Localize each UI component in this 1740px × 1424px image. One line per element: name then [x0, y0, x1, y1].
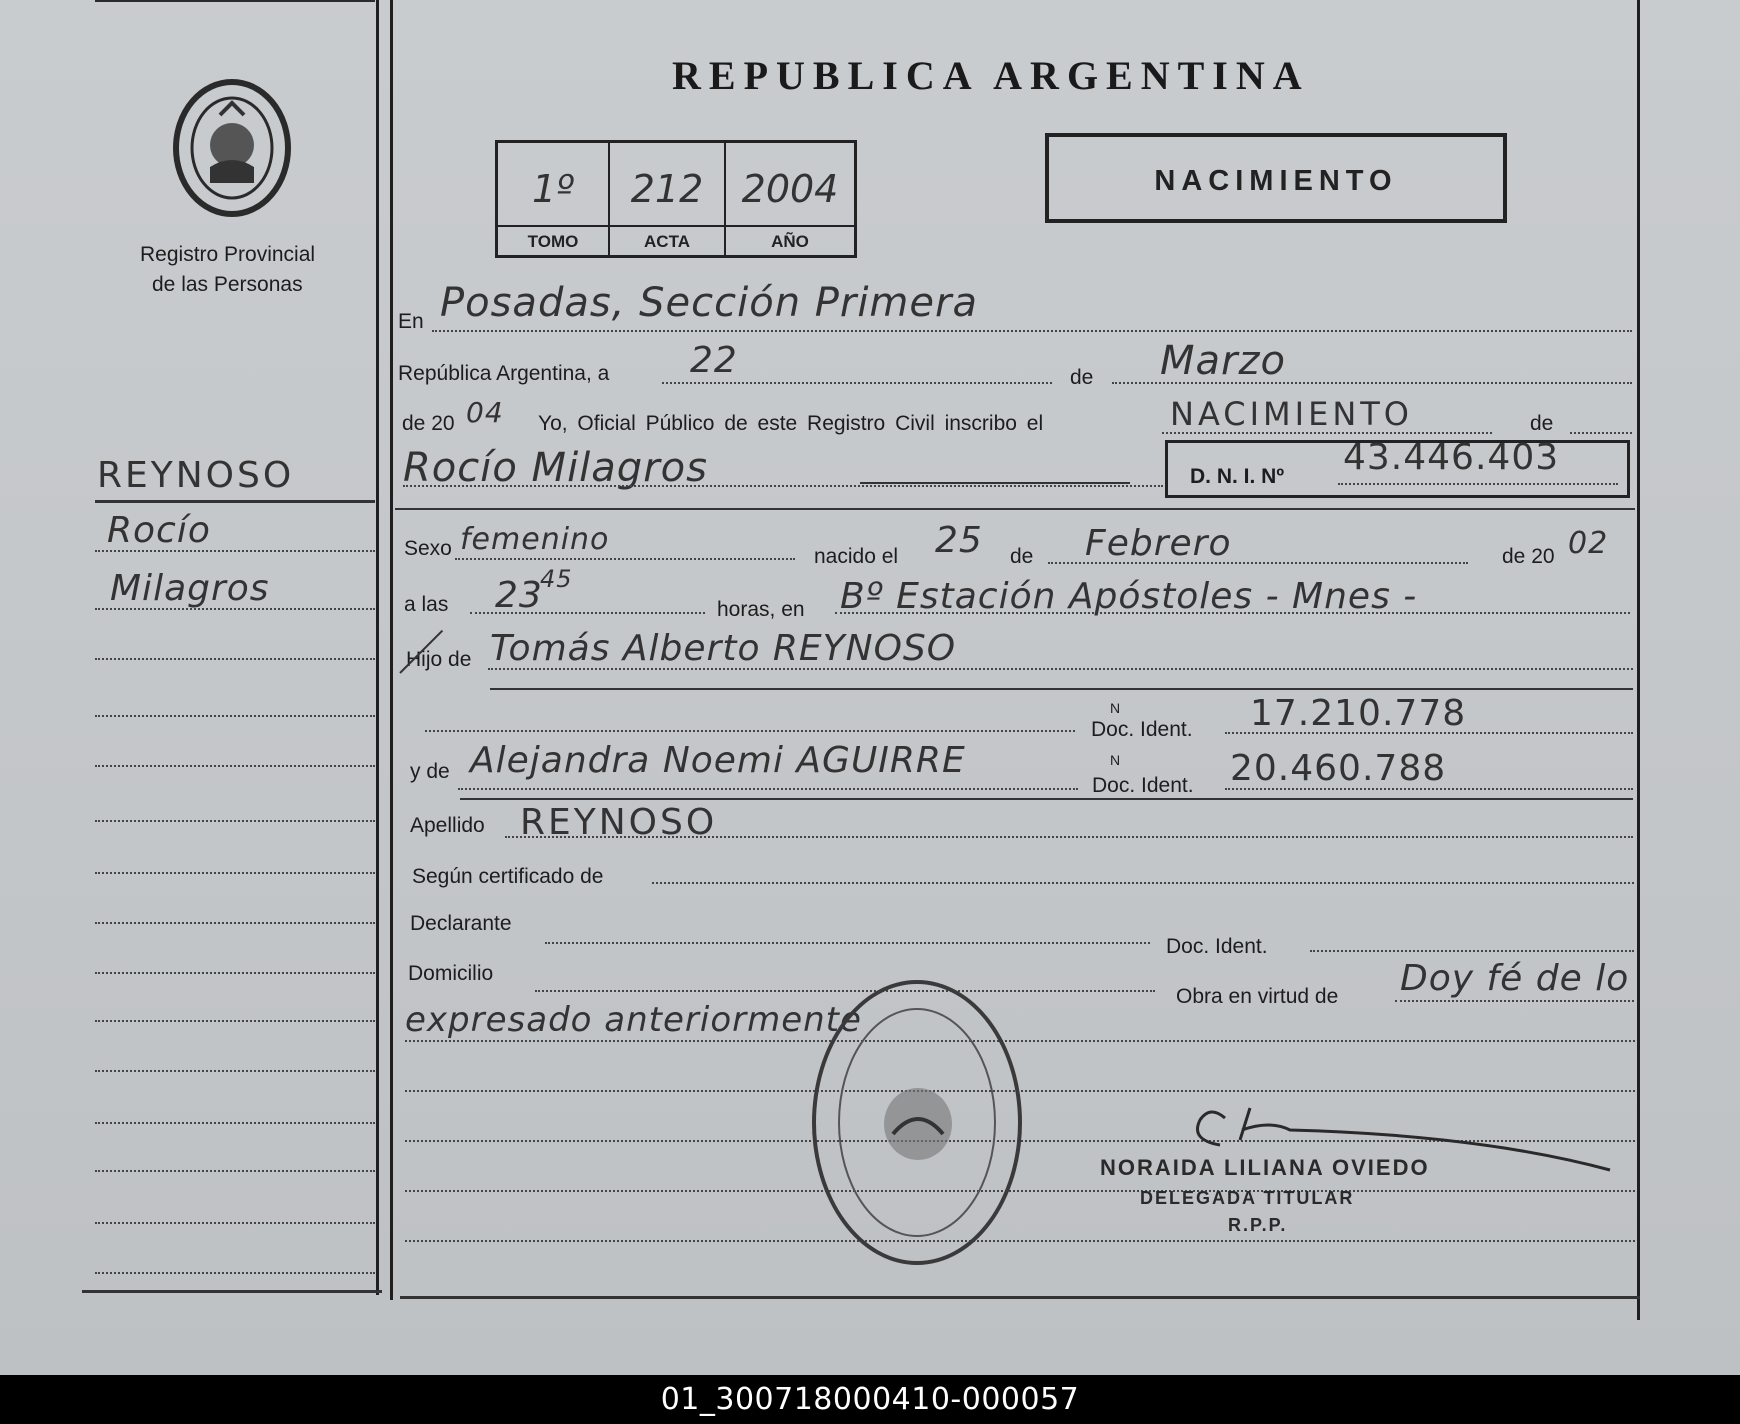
declarante-doc-line: [1310, 950, 1634, 952]
year-prefix: de 20: [402, 412, 455, 435]
registry-name-line1: Registro Provincial: [140, 243, 316, 266]
mother-value: Alejandra Noemi AGUIRRE: [470, 740, 966, 781]
sidebar-line-11: [95, 1020, 375, 1022]
sexo-label: Sexo: [404, 537, 452, 560]
sidebar-line-10: [95, 972, 375, 974]
horas-label: horas, en: [717, 598, 805, 621]
child-name-value: Rocío Milagros: [403, 445, 708, 491]
birth-place-value: Bº Estación Apóstoles - Mnes -: [840, 576, 1418, 617]
left-column-divider: [376, 0, 379, 1295]
nacido-label: nacido el: [814, 545, 899, 568]
father-value: Tomás Alberto REYNOSO: [490, 628, 957, 669]
official-stamp: [812, 980, 1022, 1265]
acta-value: 212: [610, 143, 726, 225]
apellido-label: Apellido: [410, 814, 485, 837]
tomo-label: TOMO: [498, 225, 610, 257]
de-label-3: de: [1010, 545, 1034, 568]
declarante-line: [545, 942, 1150, 944]
sidebar-line-16: [95, 1272, 375, 1274]
child-name-line: [403, 485, 1163, 487]
birth-year-prefix: de 20: [1502, 545, 1555, 568]
sexo-value: femenino: [460, 522, 610, 557]
dni-line: [1338, 483, 1618, 485]
republica-label: República Argentina, a: [398, 362, 610, 385]
ano-value: 2004: [741, 167, 839, 211]
left-top-rule: [95, 0, 375, 2]
father-doc-value: 17.210.778: [1250, 693, 1467, 734]
notes-value: expresado anteriormente: [405, 1000, 862, 1040]
de2-line: [1570, 432, 1632, 434]
mother-line: [458, 788, 1078, 790]
mother-underline: [460, 798, 1633, 800]
obra-line: [1395, 1000, 1634, 1002]
sidebar-line-6: [95, 765, 375, 767]
sidebar-line-2: [95, 550, 375, 552]
inner-left-border: [390, 0, 393, 1300]
signatory-title: DELEGADA TITULAR: [1140, 1188, 1355, 1208]
sidebar-bottom-rule: [82, 1290, 382, 1293]
book-reference-box: [495, 140, 857, 258]
dni-box: [1165, 437, 1630, 498]
sidebar-line-8: [95, 872, 375, 874]
hijo-label: Hijo de: [406, 648, 472, 671]
file-id-bar: 01_300718000410-000057: [0, 1375, 1740, 1424]
sidebar-line-5: [95, 715, 375, 717]
apellido-value: REYNOSO: [520, 802, 718, 843]
sidebar-line-3: [95, 608, 375, 610]
obra-label: Obra en virtud de: [1176, 985, 1339, 1008]
right-border: [1637, 0, 1640, 1320]
registry-name-line2: de las Personas: [152, 273, 303, 296]
document-type-box: [1045, 133, 1507, 223]
place-value: Posadas, Sección Primera: [440, 280, 978, 326]
sidebar-line-4: [95, 658, 375, 660]
stamp-emblem-icon: [878, 1084, 958, 1164]
sidebar-surname: REYNOSO: [97, 455, 295, 496]
dni-value: 43.446.403: [1343, 437, 1560, 478]
country-title: REPUBLICA ARGENTINA: [672, 53, 1310, 98]
domicilio-line: [535, 990, 1155, 992]
birth-month-value: Febrero: [1085, 523, 1232, 564]
minutes-value: 45: [540, 565, 573, 593]
obra-value: Doy fé de lo: [1400, 958, 1630, 999]
sidebar-line-7: [95, 820, 375, 822]
father-underline: [490, 688, 1633, 690]
signatory-name: NORAIDA LILIANA OVIEDO: [1100, 1155, 1430, 1180]
separator-1: [395, 508, 1635, 510]
ano-label: AÑO: [726, 225, 854, 257]
yo-oficial-text: Yo, Oficial Público de este Registro Civil inscribo el: [538, 412, 1044, 435]
provincial-seal-logo: [170, 75, 294, 221]
doc-n-label-2: N: [1110, 752, 1121, 768]
document-type-label: NACIMIENTO: [1154, 165, 1398, 197]
sidebar-line-1: [95, 500, 375, 503]
birth-year-suffix: 02: [1568, 526, 1609, 561]
de-label-1: de: [1070, 366, 1094, 389]
notes-line-4: [405, 1190, 1635, 1192]
y-de-label: y de: [410, 760, 450, 783]
sidebar-line-9: [95, 922, 375, 924]
sidebar-line-13: [95, 1122, 375, 1124]
acta-label: ACTA: [610, 225, 726, 257]
sidebar-name2: Milagros: [110, 568, 270, 609]
notes-line-1: [405, 1040, 1635, 1042]
en-label: En: [398, 310, 424, 333]
sidebar-name1: Rocío: [107, 510, 211, 551]
child-name-underline: [860, 482, 1130, 484]
de-label-2: de: [1530, 412, 1554, 435]
declarante-doc-label: Doc. Ident.: [1166, 935, 1268, 958]
hour-value: 23: [495, 575, 543, 616]
domicilio-label: Domicilio: [408, 962, 494, 985]
day-line: [662, 382, 1052, 384]
sexo-line: [455, 558, 795, 560]
sidebar-line-12: [95, 1070, 375, 1072]
event-value: NACIMIENTO: [1170, 395, 1413, 433]
month-value: Marzo: [1160, 338, 1286, 384]
father-doc-label: Doc. Ident.: [1091, 718, 1193, 741]
day-value: 22: [690, 340, 738, 381]
sidebar-line-14: [95, 1170, 375, 1172]
notes-line-2: [405, 1090, 1635, 1092]
birth-day-value: 25: [935, 520, 983, 561]
place-line: [432, 330, 1632, 332]
mother-doc-label: Doc. Ident.: [1092, 774, 1194, 797]
dni-label: D. N. I. Nº: [1190, 465, 1285, 488]
declarante-label: Declarante: [410, 912, 512, 935]
page-bottom-rule: [400, 1296, 1640, 1299]
a-las-label: a las: [404, 593, 449, 616]
notes-line-5: [405, 1240, 1635, 1242]
segun-line: [652, 882, 1634, 884]
tomo-value: 1º: [498, 143, 610, 225]
year-suffix: 04: [466, 396, 504, 429]
mother-doc-value: 20.460.788: [1230, 748, 1447, 789]
segun-label: Según certificado de: [412, 865, 604, 888]
sidebar-line-15: [95, 1222, 375, 1224]
father-doc-prefix-line: [425, 730, 1075, 732]
signatory-initials: R.P.P.: [1228, 1215, 1288, 1235]
doc-n-label-1: N: [1110, 700, 1121, 716]
